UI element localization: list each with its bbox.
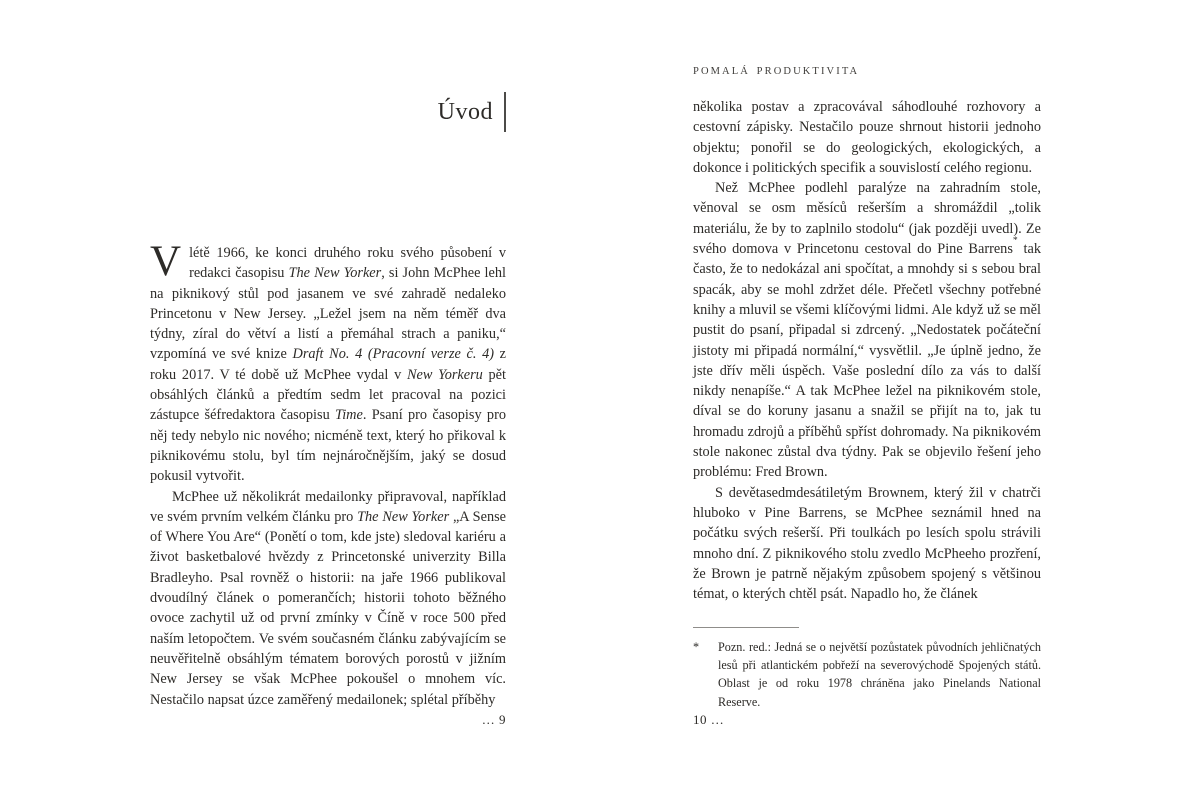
chapter-title-row [438,92,506,132]
footnote-row [693,638,1041,711]
left-page [150,0,506,800]
text-run: létě 1966, ke konci druhého roku svého působení v redakci časopisu [189,245,506,282]
paragraph [150,238,507,487]
title-divider-bar [504,92,506,132]
italic-text-run: The New Yorker [288,265,382,282]
right-body-text [693,97,1041,604]
drop-cap: V [150,238,182,285]
footnote-reference: * [1012,234,1018,246]
footnote-text: Pozn. red.: Jedná se o největší pozůstatek původních jehličnatých lesů při atlantickém pobřeží na severovýchodě Spojených států. Oblast je od roku 1978 chráněna jako Pinelands National Reserve. [718,640,1041,709]
text-run: „A Sense of Where You Are“ (Ponětí o tom, kde jste) sledoval kariéru a život basketbalové hvězdy z Princetonské univerzity Billa Bradleyho. Psal rovněž o historii: na jaře 1966 publikoval dvoudílný článek o pomerančích; historii tohoto běžného ovoce zachytil už od první zmínky v Číně v roce 500 před naším letopočtem. Ve svém současném článku zabývajícím se neuvěřitelně obsáhlým tématem borových porostů v jižním New Jersey se však McPhee pokoušel o mnohem víc. Nestačilo napsat úzce zaměřený medailonek; splétal příběhy [150,508,507,708]
text-run: McPhee už několikrát medailonky připravoval, například ve svém prvním velkém článku pro [150,488,506,525]
paragraph [150,487,506,710]
left-body-text [150,238,507,710]
text-run: . Psaní pro časopisy pro něj tedy nebylo nic nového; nicméně text, který ho přikoval k piknikovému stolu, byl tím nejnáročnějším, jaký se dosud pokusil vytvořit. [150,407,506,485]
text-run: , si John McPhee lehl na piknikový stůl pod jasanem ve své zahradě nedaleko Princetonu v New Jersey. „Ležel jsem na něm téměř dva týdny, zíral do větví a listí a přemáhal strach a paniku,“ vzpomíná ve své knize [150,265,506,363]
italic-text-run: The New Yorker [357,508,450,525]
chapter-title: Úvod [437,98,493,125]
italic-text-run: New Yorkeru [406,366,483,383]
paragraph [693,97,1041,178]
text-run: z roku 2017. V té době už McPhee vydal v [150,346,507,383]
left-page-number: … 9 [481,712,506,727]
running-header: POMALÁ PRODUKTIVITA [693,66,860,77]
footnote-rule [693,627,799,628]
paragraph [693,483,1041,605]
text-run: tak často, že to nedokázal ani spočítat, a mnohdy si s sebou bral spacák, aby se mohl zdržet déle. Přečetl všechny potřebné knihy a mluvil se všemi klíčovými lidmi. Ale když už se měl pustit do psaní, připadal si zdrcený. „Nedostatek počáteční jistoty mi připadá normální,“ vysvětlil. „Je úplně jedno, že jste dřív měli úspěch. Vaše poslední dílo za vás to další nikdy nenapíše.“ A tak McPhee ležel na piknikovém stole, díval se do koruny jasanu a snažil se přijít na to, jak tu hromadu zdrojů a příběhů spříst dohromady. Na piknikovém stole nakonec zůstal dva týdny. Pak se objevilo řešení jeho problému: Fred Brown. [693,241,1041,481]
paragraph [693,178,1041,482]
text-run: několika postav a zpracovával sáhodlouhé rozhovory a cestovní zápisky. Nestačilo pouze shrnout historii jednoho objektu; ponořil se do geologických, ekologických, a dokonce i politických specifik a souvislostí celého regionu. [693,99,1041,176]
text-run: Než McPhee podlehl paralýze na zahradním stole, věnoval se osm měsíců rešerším a shromáždil „tolik materiálu, že by to zaplnilo stodolu“ (jak později uvedl). Ze svého domova v Princetonu cestoval do Pine Barrens [693,180,1041,258]
italic-text-run: Time [335,407,363,424]
text-run: pět obsáhlých článků a předtím sedm let pracoval na pozici zástupce šéfredaktora časopisu [150,366,507,424]
right-page-number: 10 … [693,712,725,727]
footnote [693,627,1041,711]
right-page [693,0,1041,800]
italic-text-run: Draft No. 4 (Pracovní verze č. 4) [292,346,494,363]
text-run: S devětasedmdesátiletým Brownem, který žil v chatrči hluboko v Pine Barrens, se McPhee seznámil hned na počátku svých rešerší. Při toulkách po lesích spolu strávili mnoho dní. Z piknikového stolu zvedlo McPheeho prozření, že Brown je patrně nějakým způsobem spojený s většinou témat, o kterých chtěl psát. Napadlo ho, že článek [693,484,1041,603]
footnote-marker: * [693,640,700,654]
